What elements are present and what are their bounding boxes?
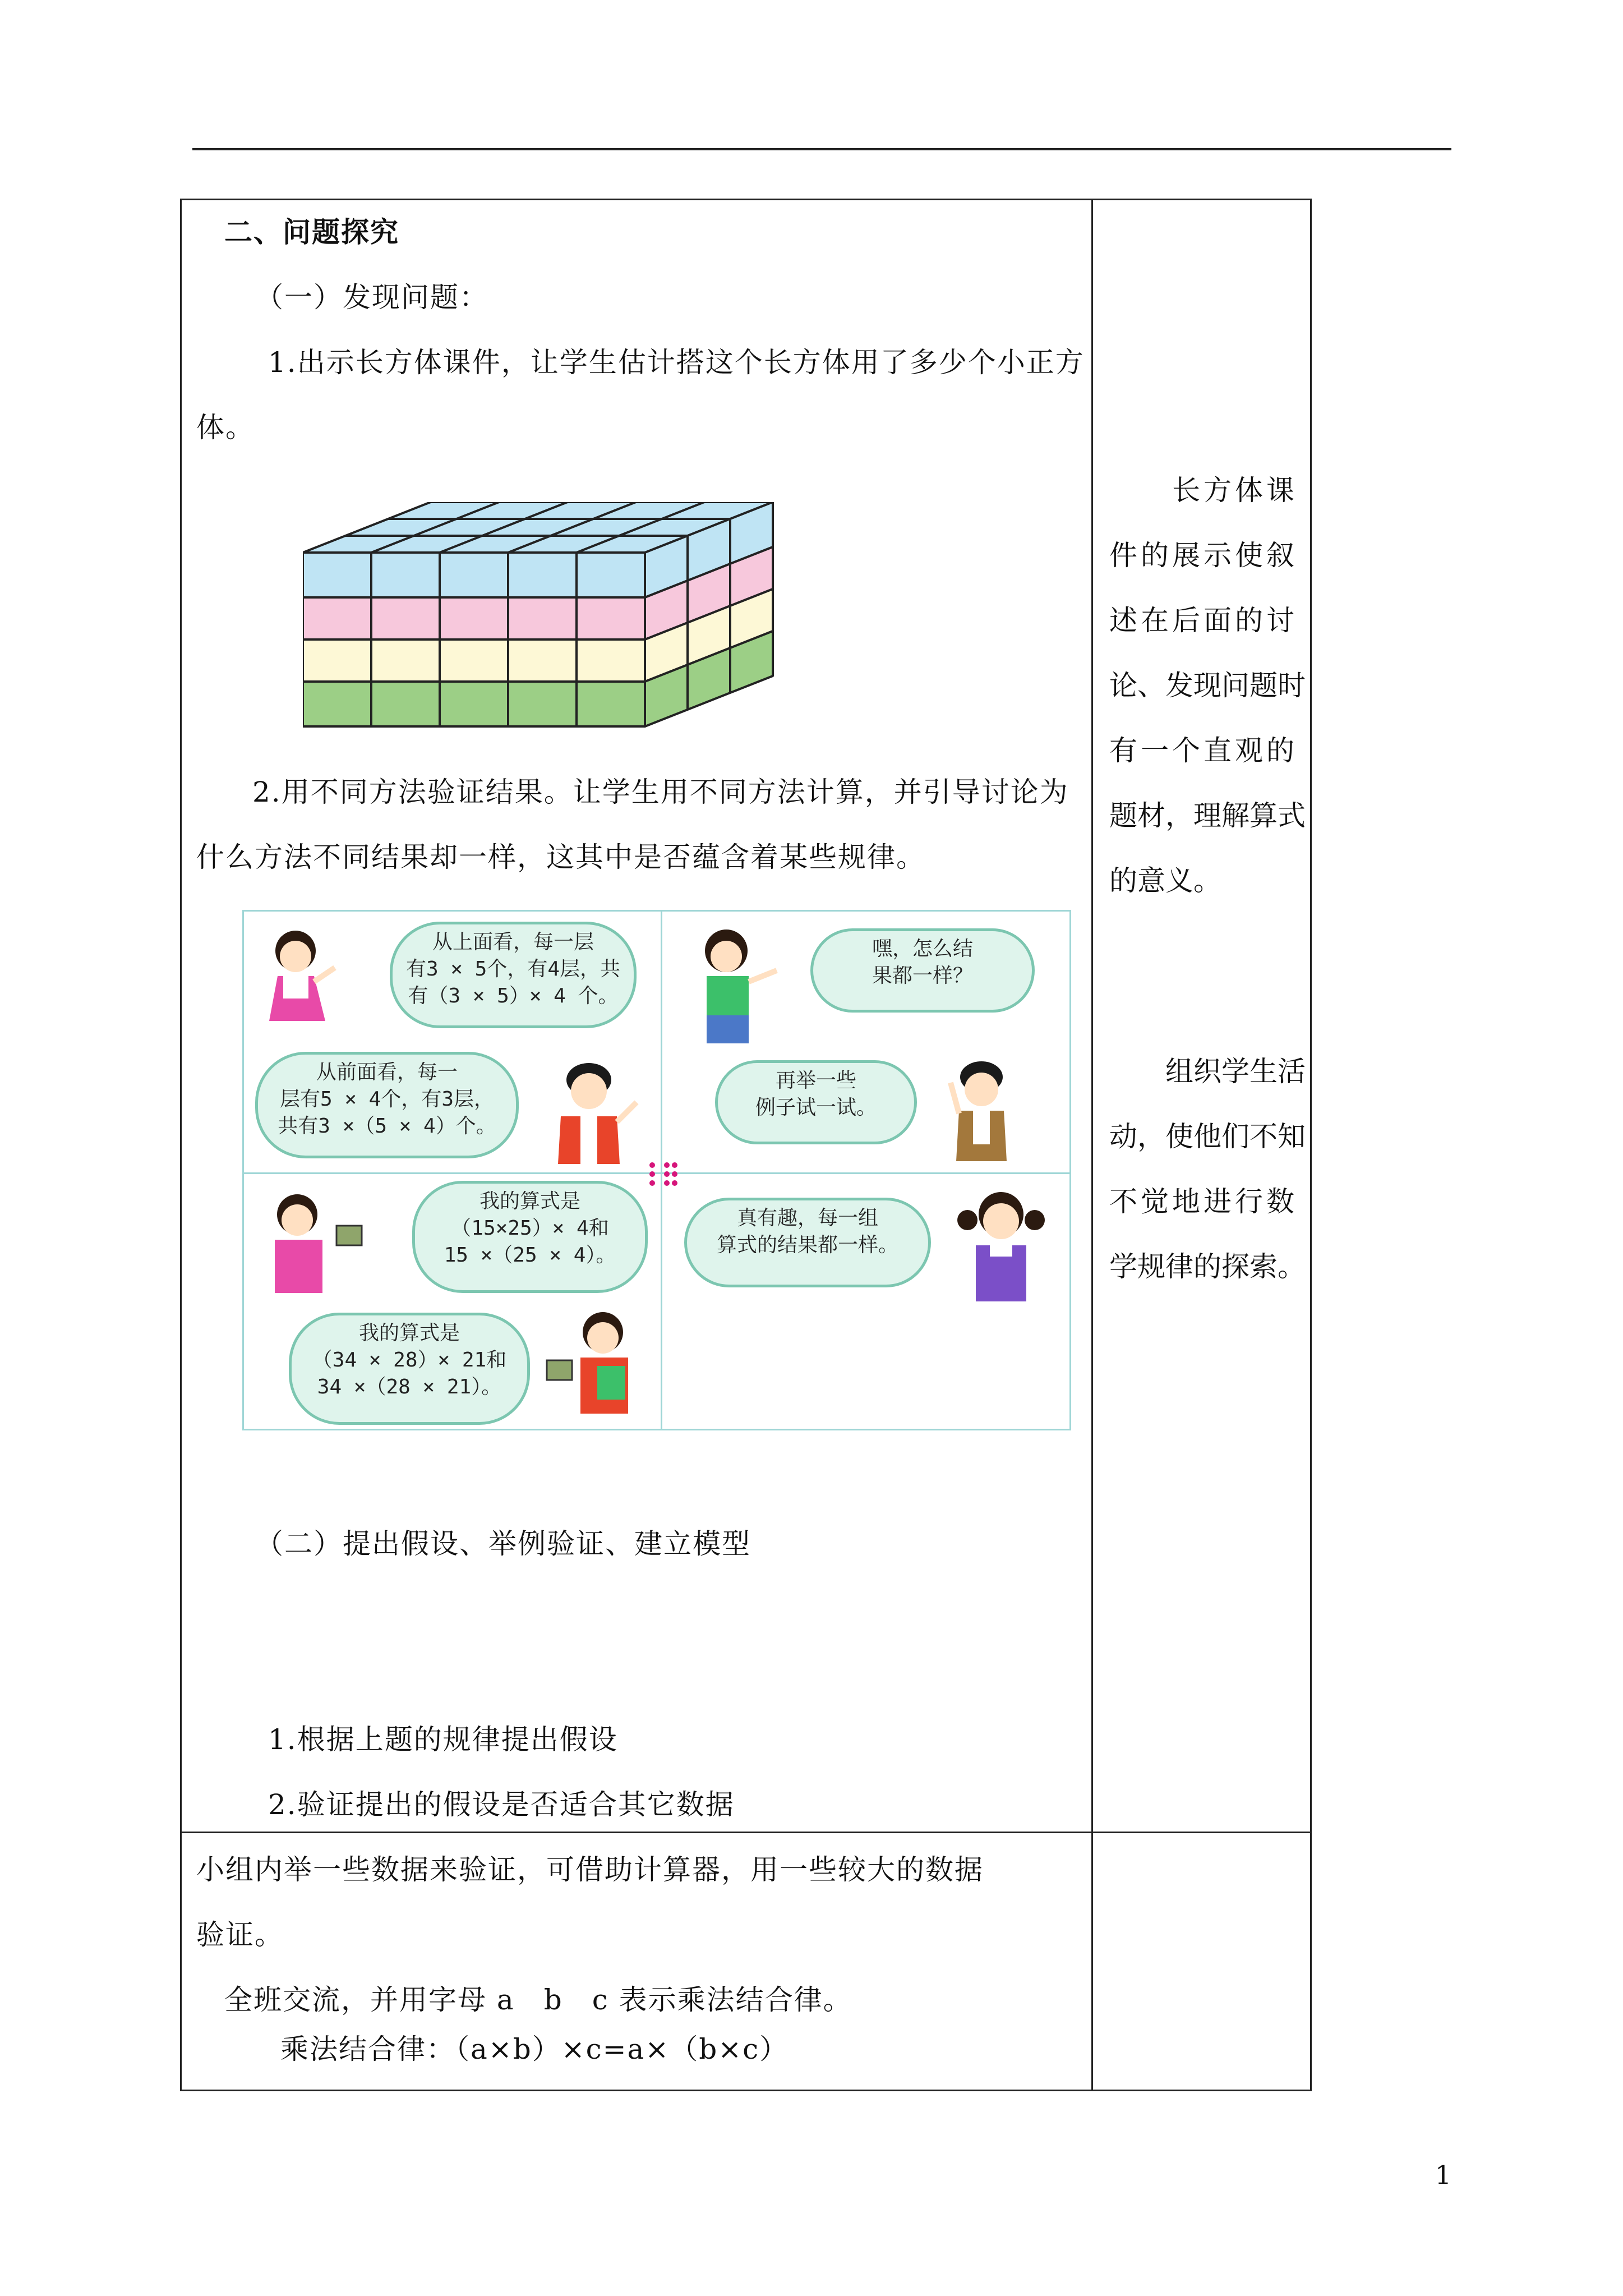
side-note-1-line: 述在后面的讨: [1109, 604, 1298, 637]
side-note-2-line: 学规律的探索。: [1109, 1250, 1306, 1283]
side-note-1-line: 论、发现问题时: [1109, 669, 1306, 702]
table-row-divider: [180, 1832, 1312, 1833]
row2-line-3: 全班交流，并用字母 a b c 表示乘法结合律。: [224, 1984, 852, 2016]
multiplication-associative-law: 乘法结合律：（a×b）×c=a×（b×c）: [280, 2033, 789, 2065]
row2-line-2: 验证。: [196, 1918, 284, 1951]
side-note-2-line: 组织学生活: [1109, 1055, 1306, 1088]
item-2-line-1: 2.用不同方法验证结果。让学生用不同方法计算，并引导讨论为: [252, 776, 1069, 808]
speech-bubble-6: 真有趣，每一组 算式的结果都一样。: [684, 1198, 931, 1287]
item-3: 1.根据上题的规律提出假设: [268, 1723, 618, 1756]
item-1-line-2: 体。: [196, 411, 255, 444]
item-1-line-1: 1.出示长方体课件，让学生估计搭这个长方体用了多少个小正方: [268, 346, 1085, 379]
item-2-line-2: 什么方法不同结果却一样，这其中是否蕴含着某些规律。: [196, 841, 925, 873]
speech-bubble-2: 嘿，怎么结 果都一样？: [810, 928, 1035, 1013]
side-note-1-line: 题材，理解算式: [1109, 799, 1306, 832]
girl-character-2-icon: [687, 923, 782, 1046]
divider-ornament-icon: [647, 1158, 680, 1189]
speech-bubble-7: 我的算式是 （34 × 28）× 21和 34 ×（28 × 21）。: [289, 1313, 530, 1425]
speech-bubble-3: 从前面看，每一 层有5 × 4个，有3层， 共有3 ×（5 × 4）个。: [255, 1052, 519, 1158]
boy-character-2-icon: [928, 1055, 1035, 1167]
row2-line-1: 小组内举一些数据来验证，可借助计算器，用一些较大的数据: [196, 1853, 984, 1886]
comic-illustration: [242, 910, 1071, 1430]
page-number: 1: [1435, 2160, 1451, 2190]
cuboid-figure: [303, 502, 774, 732]
section-title: 二、问题探究: [224, 215, 399, 249]
girl-with-calculator-2-icon: [536, 1304, 648, 1428]
subheading-hypothesis: （二）提出假设、举例验证、建立模型: [255, 1527, 751, 1560]
speech-bubble-5: 我的算式是 （15×25）× 4和 15 ×（25 × 4）。: [412, 1181, 648, 1293]
side-note-1-line: 有一个直观的: [1109, 734, 1298, 767]
side-note-1-line: 的意义。: [1109, 864, 1221, 897]
header-rule: [192, 148, 1451, 150]
girl-character-icon: [261, 923, 339, 1029]
speech-bubble-1: 从上面看，每一层 有3 × 5个，有4层，共 有（3 × 5）× 4 个。: [390, 922, 637, 1028]
side-note-2-line: 不觉地进行数: [1109, 1185, 1298, 1218]
side-note-2-line: 动，使他们不知: [1109, 1120, 1306, 1153]
item-4: 2.验证提出的假设是否适合其它数据: [268, 1788, 735, 1821]
side-note-1-line: 件的展示使叙: [1109, 539, 1298, 572]
side-note-1-line: 长方体课: [1109, 474, 1298, 507]
girl-with-pigtails-icon: [945, 1181, 1057, 1327]
boy-character-icon: [536, 1055, 642, 1167]
girl-with-calculator-icon: [261, 1186, 373, 1299]
speech-bubble-4: 再举一些 例子试一试。: [715, 1060, 917, 1144]
subheading-discover: （一）发现问题：: [255, 281, 488, 314]
table-column-divider: [1091, 199, 1093, 2091]
